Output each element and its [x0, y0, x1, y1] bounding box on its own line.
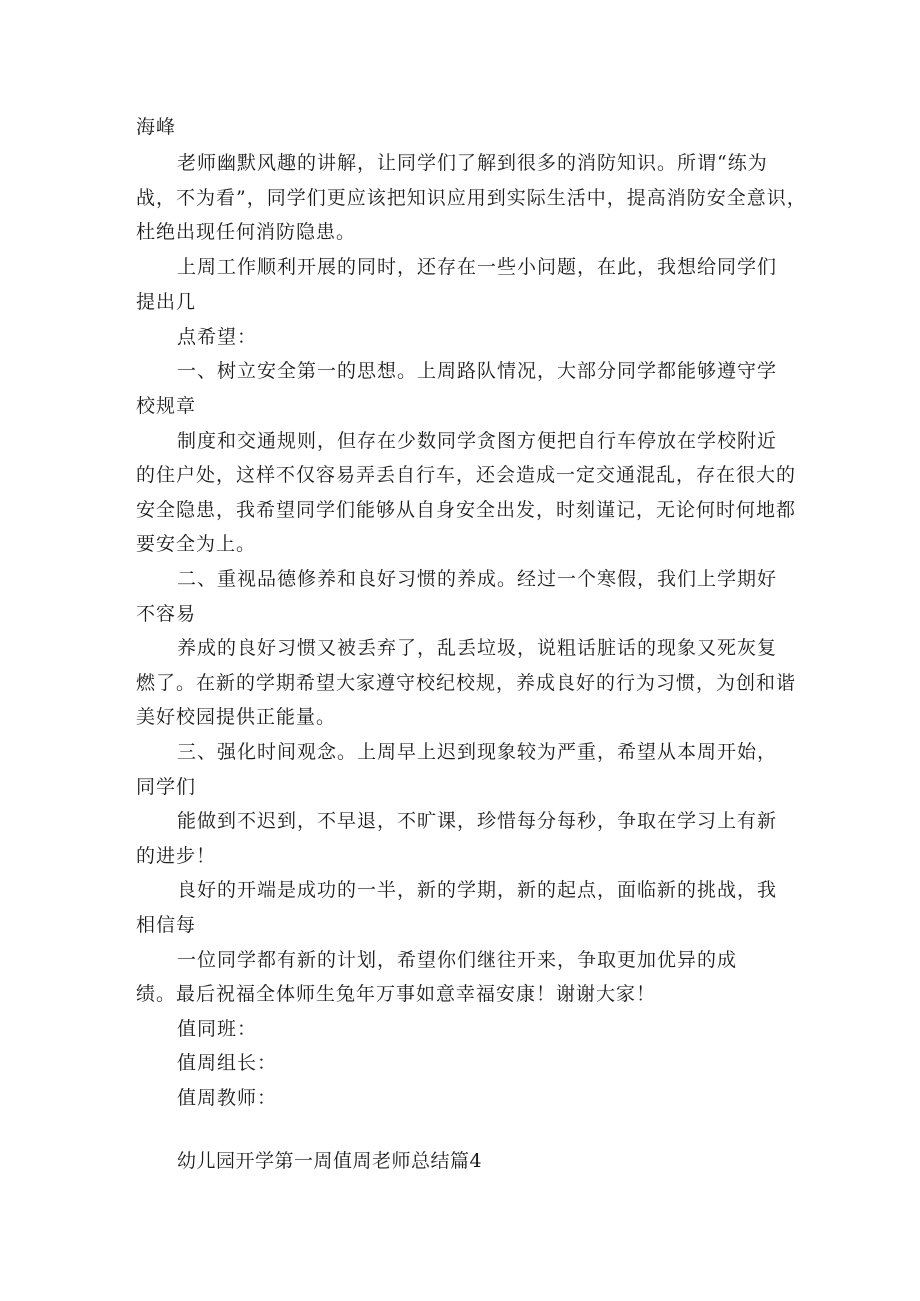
text-line: 杜绝出现任何消防隐患。	[136, 221, 357, 243]
text-line: 不容易	[136, 603, 197, 625]
paragraph-first-line: 老师幽默风趣的讲解，让同学们了解到很多的消防知识。所谓“练为	[177, 152, 768, 174]
text-line: 同学们	[136, 776, 197, 798]
text-line: 燃了。在新的学期希望大家遵守校纪校规，养成良好的行为习惯，为创和谐	[136, 672, 797, 694]
text-line: 要安全为上。	[136, 533, 257, 555]
text-line: 提出几	[136, 291, 197, 313]
paragraph-first-line: 能做到不迟到，不早退，不旷课，珍惜每分每秒，争取在学习上有新	[177, 810, 778, 832]
text-line: 的进步！	[136, 845, 217, 867]
paragraph-first-line: 点希望：	[177, 326, 258, 348]
section-heading: 幼儿园开学第一周值周老师总结篇4	[177, 1150, 483, 1172]
paragraph-first-line: 三、强化时间观念。上周早上迟到现象较为严重，希望从本周开始，	[177, 741, 778, 763]
text-line: 战，不为看”，同学们更应该把知识应用到实际生活中，提高消防安全意识，	[136, 187, 807, 209]
paragraph-first-line: 养成的良好习惯又被丢弃了，乱丢垃圾，说粗话脏话的现象又死灰复	[177, 637, 778, 659]
text-line: 绩。最后祝福全体师生兔年万事如意幸福安康！谢谢大家！	[136, 983, 657, 1005]
signature-duty-class: 值同班：	[177, 1018, 258, 1040]
paragraph-first-line: 上周工作顺利开展的同时，还存在一些小问题，在此，我想给同学们	[177, 256, 778, 278]
text-line: 的住户处，这样不仅容易弄丢自行车，还会造成一定交通混乱，存在很大的	[136, 464, 797, 486]
paragraph-first-line: 一位同学都有新的计划，希望你们继往开来，争取更加优异的成	[177, 949, 738, 971]
text-line: 美好校园提供正能量。	[136, 706, 337, 728]
text-line: 校规章	[136, 395, 197, 417]
paragraph-first-line: 二、重视品德修养和良好习惯的养成。经过一个寒假，我们上学期好	[177, 568, 778, 590]
paragraph-first-line: 制度和交通规则，但存在少数同学贪图方便把自行车停放在学校附近	[177, 430, 778, 452]
paragraph-first-line: 良好的开端是成功的一半，新的学期，新的起点，面临新的挑战，我	[177, 879, 778, 901]
text-line: 海峰	[136, 116, 177, 138]
text-line: 相信每	[136, 914, 197, 936]
text-line: 安全隐患，我希望同学们能够从自身安全出发，时刻谨记，无论何时何地都	[136, 499, 797, 521]
signature-duty-leader: 值周组长：	[177, 1052, 278, 1074]
paragraph-first-line: 一、树立安全第一的思想。上周路队情况，大部分同学都能够遵守学	[177, 360, 778, 382]
signature-duty-teacher: 值周教师：	[177, 1087, 278, 1109]
